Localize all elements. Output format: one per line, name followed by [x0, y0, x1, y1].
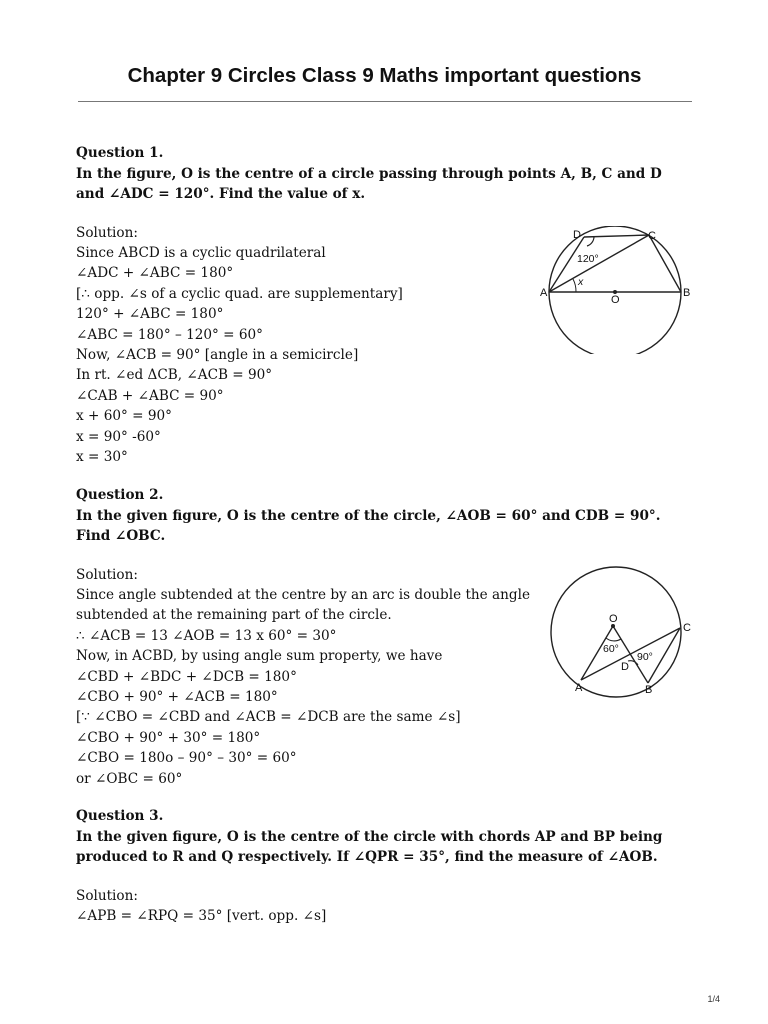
solution-line: or ∠OBC = 60°: [76, 770, 183, 787]
diagonal-ac: [549, 235, 649, 292]
question-2-text: In the given figure, O is the centre of the circle, ∠AOB = 60° and CDB = 90°. Find ∠OBC.: [76, 507, 661, 544]
label-c: C: [683, 622, 691, 634]
chord-dc: [584, 235, 649, 237]
solution-line: [∴ opp. ∠s of a cyclic quad. are supplementary]: [76, 285, 403, 302]
label-o: O: [611, 294, 620, 306]
question-1-text: In the figure, O is the centre of a circle passing through points A, B, C and D and ∠ADC = 120°. Find the value of x.: [76, 165, 662, 202]
label-60-degrees: 60°: [603, 643, 619, 655]
question-2-heading: Question 2.: [76, 487, 164, 503]
solution-line: ∠ADC + ∠ABC = 180°: [76, 265, 234, 282]
label-c: C: [648, 230, 656, 242]
solution-line: ∴ ∠ACB = 13 ∠AOB = 13 x 60° = 30°: [76, 627, 337, 644]
solution-line: ∠ABC = 180° – 120° = 60°: [76, 326, 263, 343]
solution-line: x = 90° -60°: [76, 428, 161, 445]
chord-cb: [649, 235, 681, 292]
question-3: [76, 806, 690, 926]
label-90-degrees: 90°: [637, 651, 653, 663]
figure-2-svg: [544, 566, 704, 700]
label-b: B: [683, 287, 691, 299]
figure-1-svg: [536, 226, 708, 354]
question-3-solution: [76, 886, 690, 927]
solution-label: Solution:: [76, 224, 138, 241]
solution-line: Now, in ACBD, by using angle sum property, we have: [76, 648, 443, 665]
solution-line: subtended at the remaining part of the circle.: [76, 607, 392, 624]
solution-line: 120° + ∠ABC = 180°: [76, 306, 224, 323]
solution-label: Solution:: [76, 887, 138, 904]
solution-line: ∠APB = ∠RPQ = 35° [vert. opp. ∠s]: [76, 907, 327, 924]
question-3-heading: Question 3.: [76, 808, 164, 824]
label-d: D: [621, 661, 629, 673]
label-x: x: [578, 276, 584, 288]
angle-adc-arc: [587, 237, 594, 246]
question-3-text: In the given figure, O is the centre of the circle with chords AP and BP being produced to R and Q respectively. If ∠QPR = 35°, find the measure of ∠AOB.: [76, 828, 663, 865]
label-d: D: [573, 229, 581, 241]
question-1-heading: Question 1.: [76, 145, 164, 161]
solution-line: Now, ∠ACB = 90° [angle in a semicircle]: [76, 346, 359, 363]
figure-cyclic-quadrilateral: [536, 226, 708, 354]
label-b: B: [645, 684, 653, 696]
solution-line: [∵ ∠CBO = ∠CBD and ∠ACB = ∠DCB are the same ∠s]: [76, 709, 461, 726]
solution-label: Solution:: [76, 566, 138, 583]
solution-line: x + 60° = 90°: [76, 408, 172, 425]
solution-line: In rt. ∠ed ΔCB, ∠ACB = 90°: [76, 367, 273, 384]
label-o: O: [609, 613, 618, 625]
page-number: 1/4: [707, 994, 720, 1004]
figure-circle-angles: [544, 566, 704, 700]
label-a: A: [540, 287, 548, 299]
label-a: A: [575, 682, 583, 694]
angle-x-arc: [573, 279, 576, 292]
solution-line: Since angle subtended at the centre by an arc is double the angle: [76, 586, 531, 603]
solution-line: ∠CBD + ∠BDC + ∠DCB = 180°: [76, 668, 297, 685]
solution-line: ∠CBO + 90° + ∠ACB = 180°: [76, 688, 278, 705]
solution-line: ∠CBO + 90° + 30° = 180°: [76, 729, 261, 746]
title-divider: [78, 101, 692, 102]
angle-aob-arc: [606, 638, 621, 641]
solution-line: ∠CBO = 180o – 90° – 30° = 60°: [76, 750, 297, 767]
page-title: Chapter 9 Circles Class 9 Maths important questions: [127, 64, 642, 87]
solution-line: x = 30°: [76, 448, 128, 465]
solution-line: Since ABCD is a cyclic quadrilateral: [76, 244, 326, 261]
solution-line: ∠CAB + ∠ABC = 90°: [76, 387, 224, 404]
label-120-degrees: 120°: [577, 253, 599, 265]
